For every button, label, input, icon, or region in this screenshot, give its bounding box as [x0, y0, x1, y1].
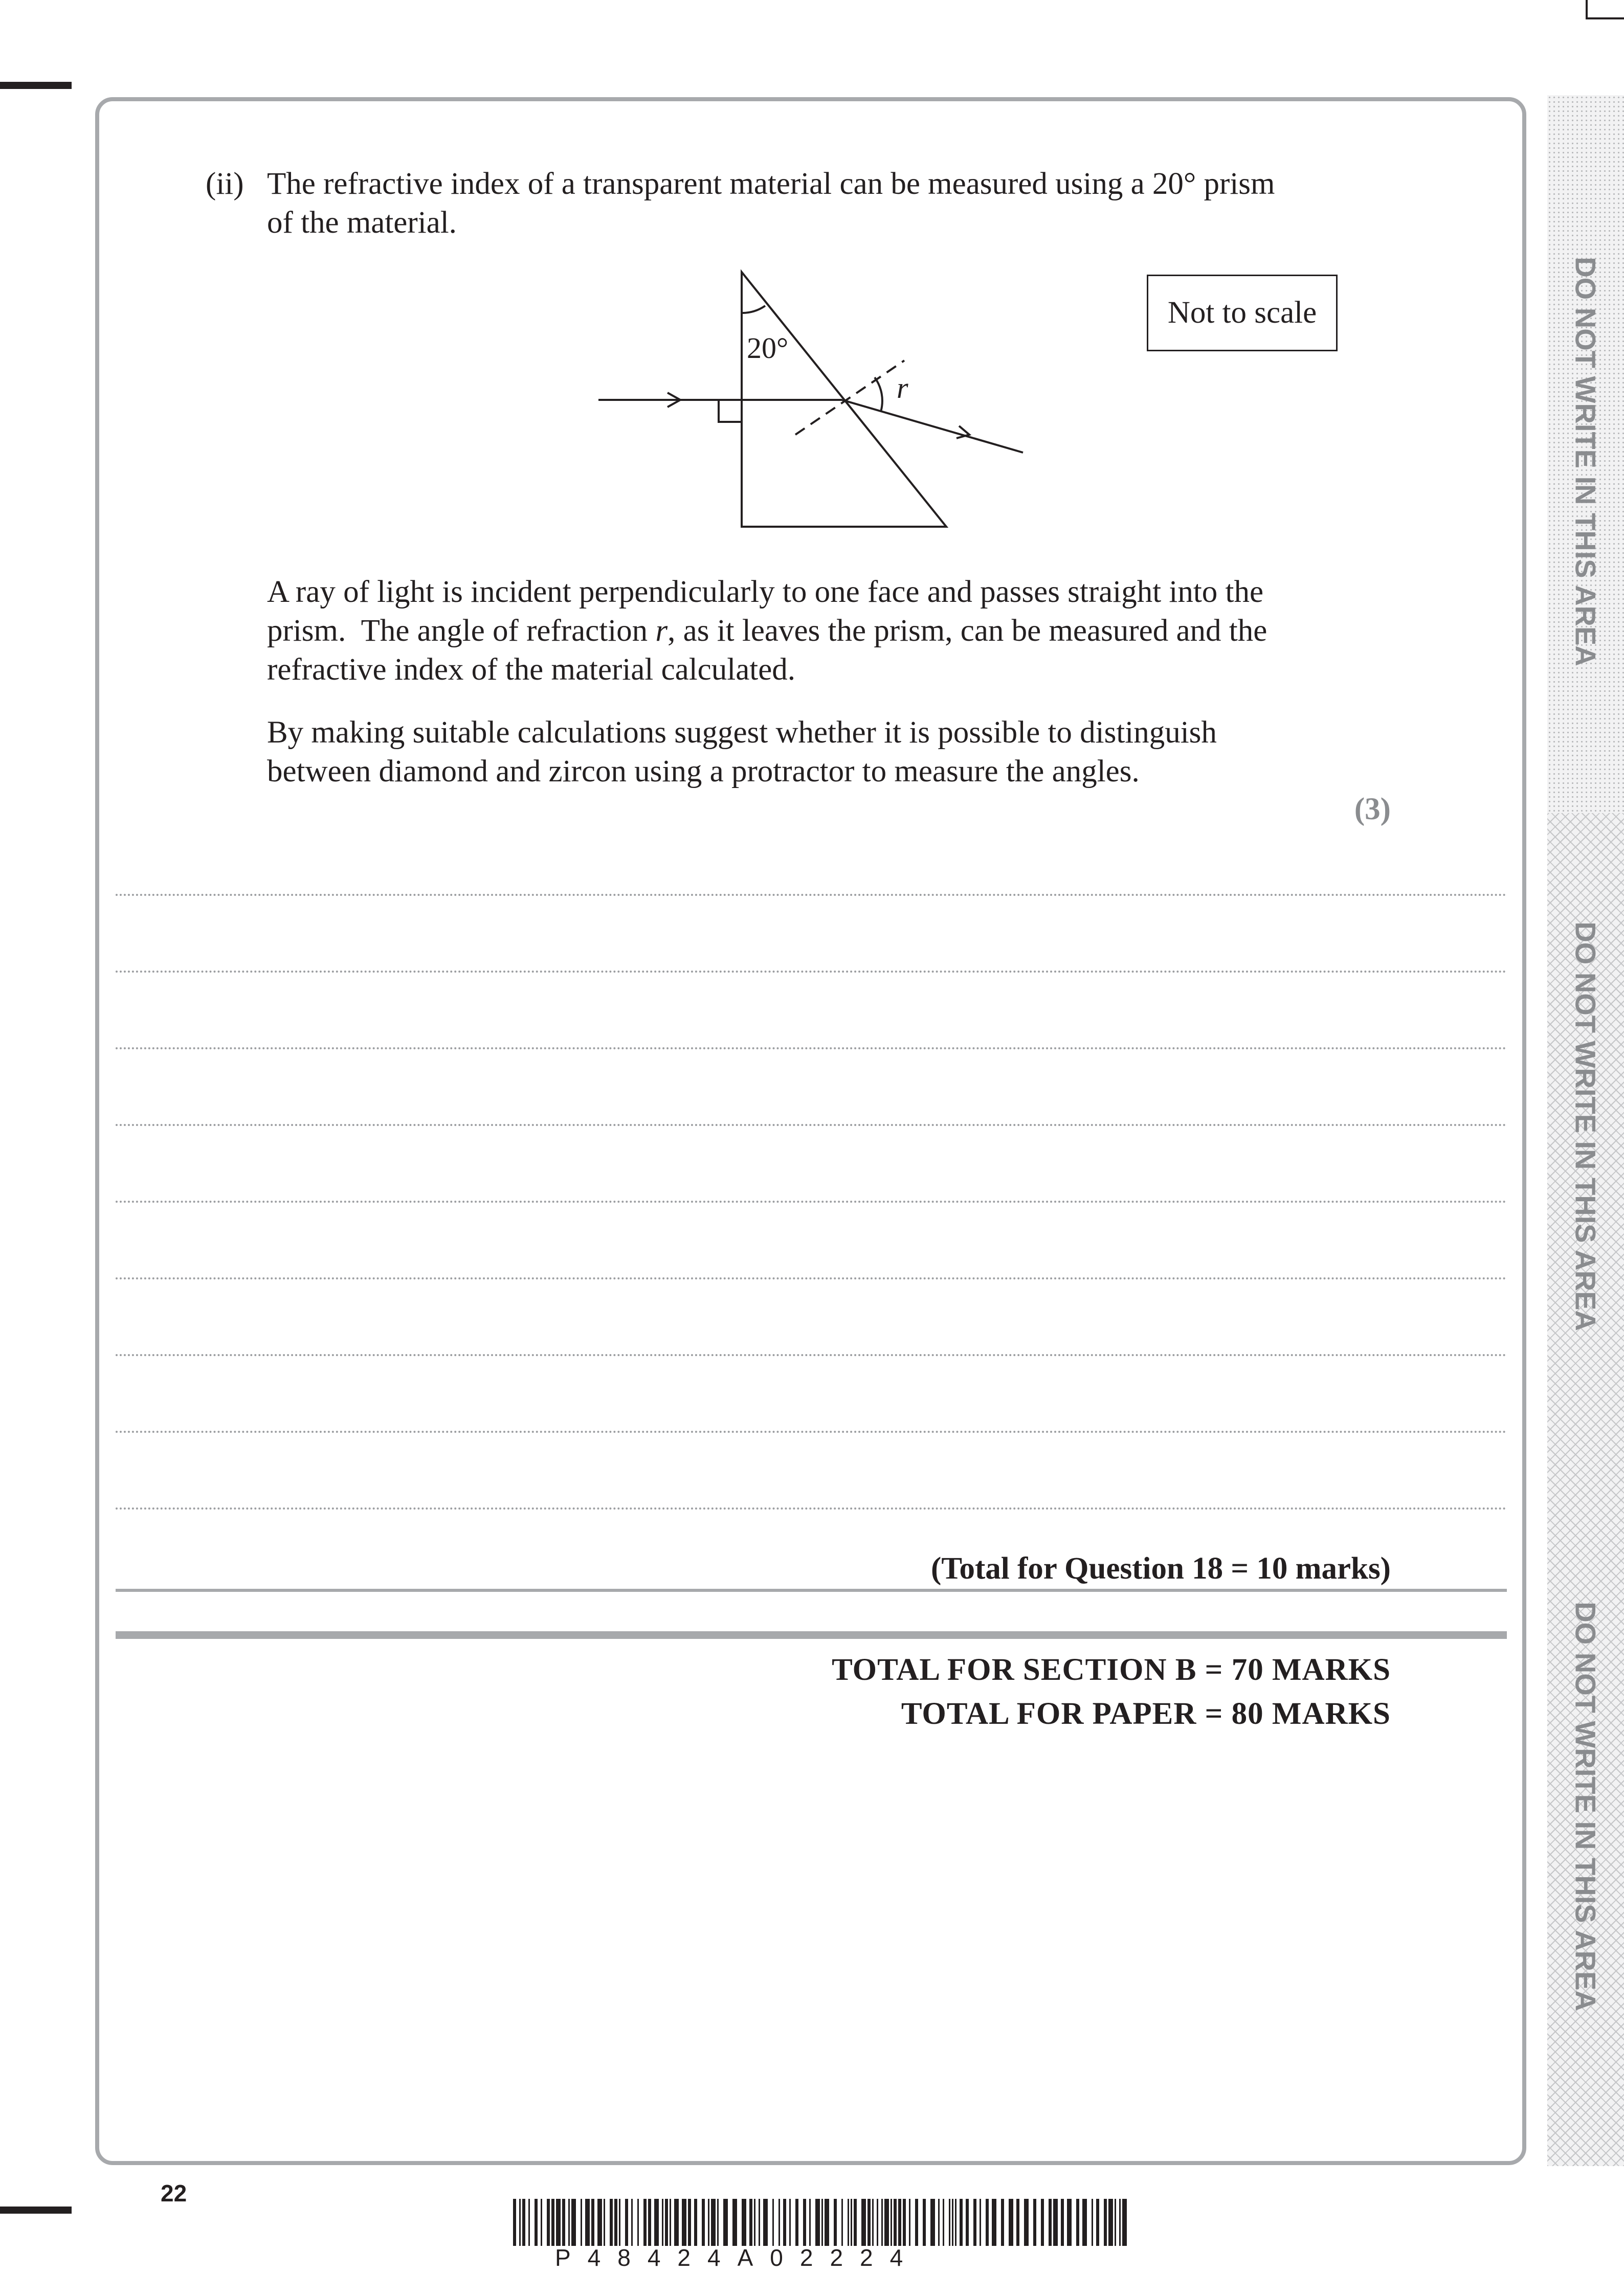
para1-line2-symbol: r	[655, 614, 668, 648]
barcode-bar	[1096, 2199, 1099, 2246]
barcode-bar	[732, 2199, 737, 2246]
barcode-bar	[809, 2199, 811, 2246]
barcode-bar	[591, 2199, 594, 2246]
barcode-bar	[1024, 2199, 1029, 2246]
page-number: 22	[161, 2180, 187, 2207]
barcode-bar	[789, 2199, 791, 2246]
barcode-bar	[1082, 2199, 1087, 2246]
barcode-bar	[938, 2199, 940, 2246]
barcode-bar	[585, 2199, 590, 2246]
barcode-bar	[674, 2199, 679, 2246]
not-to-scale-box	[1147, 275, 1338, 351]
barcode-bar	[778, 2199, 780, 2246]
barcode-bar	[992, 2199, 996, 2246]
barcode-bar	[670, 2199, 671, 2246]
barcode-bar	[581, 2199, 582, 2246]
barcode	[513, 2199, 1132, 2246]
answer-line[interactable]	[116, 1507, 1507, 1510]
barcode-bar	[711, 2199, 716, 2246]
barcode-bar	[884, 2199, 889, 2246]
barcode-bar	[960, 2199, 963, 2246]
side-notice-3: DO NOT WRITE IN THIS AREA	[1569, 1602, 1602, 2011]
barcode-bar	[923, 2199, 926, 2246]
grand-totals	[832, 1648, 1391, 1736]
answer-line[interactable]	[116, 894, 1507, 896]
barcode-bar	[597, 2199, 602, 2246]
barcode-bar	[772, 2199, 774, 2246]
barcode-bar	[1119, 2199, 1121, 2246]
paper-total: TOTAL FOR PAPER = 80 MARKS	[901, 1697, 1391, 1731]
barcode-bar	[815, 2199, 820, 2246]
question-intro-line2: of the material.	[267, 206, 457, 240]
barcode-bar	[1108, 2199, 1113, 2246]
answer-line[interactable]	[116, 1431, 1507, 1433]
barcode-bar	[522, 2199, 525, 2246]
answer-line[interactable]	[116, 1124, 1507, 1126]
barcode-bar	[604, 2199, 605, 2246]
registration-mark-top-right	[1586, 0, 1588, 19]
registration-mark-top-right-bar	[1586, 17, 1624, 19]
barcode-bar	[1061, 2199, 1064, 2246]
apex-angle-arc	[742, 306, 765, 313]
barcode-bar	[834, 2199, 837, 2246]
barcode-bar	[952, 2199, 953, 2246]
right-angle-marker	[719, 400, 742, 422]
barcode-bar	[1122, 2199, 1127, 2246]
barcode-bar	[795, 2199, 798, 2246]
barcode-bar	[556, 2199, 561, 2246]
barcode-bar	[619, 2199, 620, 2246]
prism-diagram	[588, 266, 1049, 532]
barcode-bar	[1009, 2199, 1013, 2246]
question-intro-line1: The refractive index of a transparent material can be measured using a 20° prism	[267, 167, 1275, 201]
registration-mark-top-left	[0, 82, 72, 89]
question-part-label: (ii)	[206, 167, 244, 201]
barcode-bar	[898, 2199, 901, 2246]
question-para1-line3: refractive index of the material calculated.	[267, 652, 796, 687]
section-total: TOTAL FOR SECTION B = 70 MARKS	[832, 1653, 1391, 1687]
barcode-bar	[688, 2199, 691, 2246]
barcode-bar	[754, 2199, 755, 2246]
refraction-angle-label: r	[897, 371, 908, 404]
not-to-scale-label: Not to scale	[1167, 296, 1317, 330]
question-total: (Total for Question 18 = 10 marks)	[931, 1551, 1391, 1586]
barcode-bar	[643, 2199, 647, 2246]
barcode-bar	[665, 2199, 668, 2246]
barcode-bar	[568, 2199, 570, 2246]
barcode-bar	[1041, 2199, 1044, 2246]
barcode-bar	[803, 2199, 806, 2246]
barcode-bar	[723, 2199, 728, 2246]
barcode-bar	[749, 2199, 752, 2246]
barcode-bar	[528, 2199, 530, 2246]
refraction-angle-arc	[875, 377, 882, 412]
barcode-bar	[702, 2199, 705, 2246]
barcode-bar	[821, 2199, 823, 2246]
side-notice-1: DO NOT WRITE IN THIS AREA	[1569, 257, 1602, 666]
barcode-bar	[1053, 2199, 1058, 2246]
barcode-bar	[825, 2199, 829, 2246]
barcode-bar	[637, 2199, 639, 2246]
barcode-bar	[915, 2199, 918, 2246]
answer-line[interactable]	[116, 1277, 1507, 1279]
section-end-rule	[116, 1631, 1507, 1639]
barcode-bar	[763, 2199, 768, 2246]
barcode-bar	[1016, 2199, 1019, 2246]
barcode-bar	[717, 2199, 719, 2246]
barcode-bar	[1001, 2199, 1004, 2246]
apex-angle-label: 20°	[747, 331, 789, 365]
emergent-ray	[842, 400, 1023, 453]
barcode-bar	[519, 2199, 521, 2246]
barcode-bar	[877, 2199, 878, 2246]
barcode-bar	[851, 2199, 852, 2246]
barcode-bar	[909, 2199, 910, 2246]
barcode-bar	[610, 2199, 613, 2246]
barcode-bar	[625, 2199, 628, 2246]
barcode-bar	[648, 2199, 651, 2246]
para1-line2-end: , as it leaves the prism, can be measured and the	[668, 614, 1267, 648]
para1-line2-start: prism. The angle of refraction	[267, 614, 656, 648]
barcode-bar	[903, 2199, 906, 2246]
barcode-bar	[854, 2199, 857, 2246]
answer-line[interactable]	[116, 971, 1507, 973]
barcode-bar	[867, 2199, 871, 2246]
barcode-bar	[980, 2199, 981, 2246]
barcode-bar	[966, 2199, 969, 2246]
question-marks: (3)	[1354, 792, 1391, 826]
barcode-bar	[783, 2199, 786, 2246]
barcode-bar	[708, 2199, 709, 2246]
barcode-bar	[891, 2199, 892, 2246]
barcode-bar	[571, 2199, 576, 2246]
answer-line[interactable]	[116, 1047, 1507, 1049]
barcode-bar	[682, 2199, 686, 2246]
barcode-bar	[759, 2199, 760, 2246]
barcode-bar	[861, 2199, 866, 2246]
barcode-bar	[742, 2199, 746, 2246]
barcode-bar	[894, 2199, 897, 2246]
question-para1-line1: A ray of light is incident perpendicularly to one face and passes straight into the	[267, 575, 1264, 609]
barcode-bar	[535, 2199, 538, 2246]
answer-line[interactable]	[116, 1201, 1507, 1203]
barcode-bar	[881, 2199, 883, 2246]
barcode-bar	[1033, 2199, 1036, 2246]
barcode-bar	[949, 2199, 950, 2246]
barcode-bar	[1115, 2199, 1116, 2246]
barcode-bar	[986, 2199, 989, 2246]
barcode-bar	[848, 2199, 849, 2246]
question-end-rule	[116, 1589, 1507, 1592]
barcode-bar	[694, 2199, 697, 2246]
barcode-bar	[513, 2199, 516, 2246]
barcode-bar	[930, 2199, 935, 2246]
barcode-bar	[1049, 2199, 1052, 2246]
barcode-bar	[973, 2199, 976, 2246]
barcode-bar	[654, 2199, 659, 2246]
barcode-bar	[551, 2199, 554, 2246]
barcode-bar	[562, 2199, 565, 2246]
barcode-bar	[662, 2199, 663, 2246]
barcode-bar	[1076, 2199, 1079, 2246]
barcode-code: P48424A02224	[555, 2244, 920, 2271]
barcode-bar	[841, 2199, 843, 2246]
question-para2-line2: between diamond and zircon using a protractor to measure the angles.	[267, 754, 1140, 789]
barcode-bar	[541, 2199, 542, 2246]
barcode-bar	[955, 2199, 956, 2246]
side-notice-2: DO NOT WRITE IN THIS AREA	[1569, 921, 1602, 1331]
barcode-bar	[547, 2199, 550, 2246]
normal-line	[795, 361, 904, 435]
barcode-bar	[614, 2199, 617, 2246]
answer-line[interactable]	[116, 1354, 1507, 1356]
barcode-bar	[1104, 2199, 1107, 2246]
question-para1-line2	[267, 612, 1267, 650]
barcode-bar	[943, 2199, 944, 2246]
barcode-bar	[1092, 2199, 1093, 2246]
barcode-bar	[872, 2199, 874, 2246]
question-para2-line1: By making suitable calculations suggest whether it is possible to distinguish	[267, 715, 1217, 750]
barcode-bar	[1067, 2199, 1072, 2246]
barcode-bar	[631, 2199, 633, 2246]
registration-mark-bottom-left	[0, 2207, 72, 2214]
